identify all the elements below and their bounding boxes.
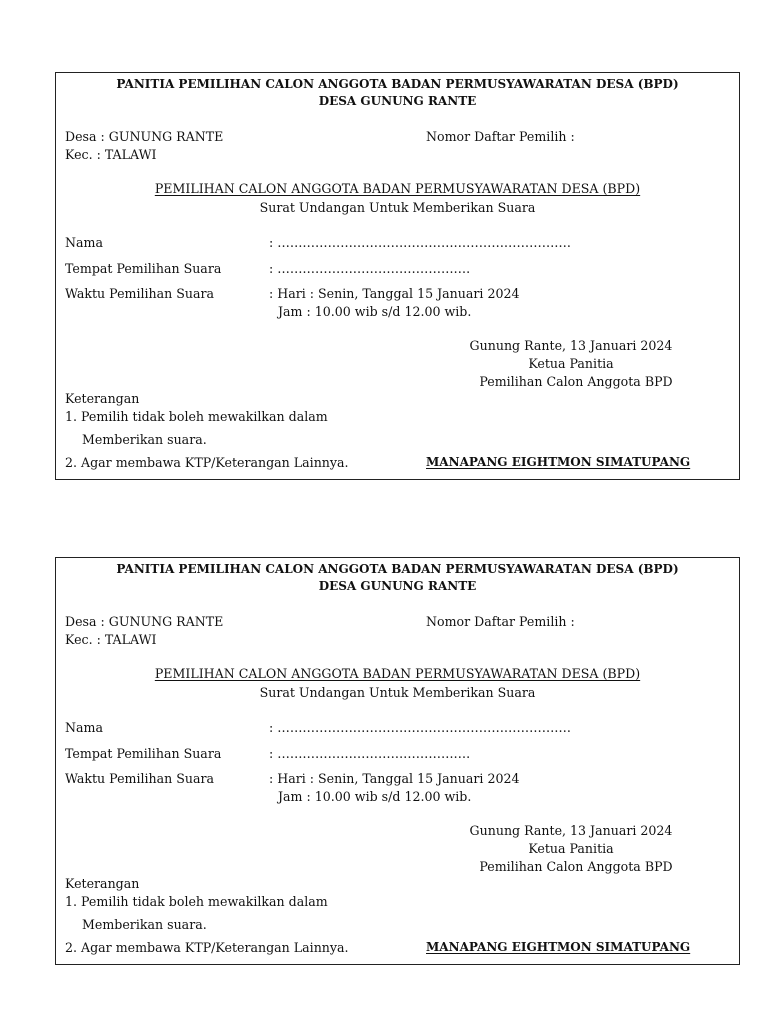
field-value-nama: : ……………………………………………………………. [269, 720, 571, 735]
desa-line: Desa : GUNUNG RANTE [65, 614, 224, 629]
header-village: DESA GUNUNG RANTE [318, 94, 477, 108]
election-title: PEMILIHAN CALON ANGGOTA BADAN PERMUSYAWARATAN DESA (BPD) [154, 181, 641, 196]
election-title: PEMILIHAN CALON ANGGOTA BADAN PERMUSYAWARATAN DESA (BPD) [154, 666, 641, 681]
field-value-tempat: : ………………………………………. [269, 261, 471, 276]
note-1: 1. Pemilih tidak boleh mewakilkan dalam [65, 894, 328, 909]
desa-line: Desa : GUNUNG RANTE [65, 129, 224, 144]
kec-line: Kec. : TALAWI [65, 147, 157, 162]
voter-number-label: Nomor Daftar Pemilih : [426, 129, 575, 144]
field-value-waktu-day: : Hari : Senin, Tanggal 15 Januari 2024 [269, 286, 520, 301]
field-label-tempat: Tempat Pemilihan Suara [65, 746, 222, 761]
kec-line: Kec. : TALAWI [65, 632, 157, 647]
place-date: Gunung Rante, 13 Januari 2024 [469, 823, 673, 838]
note-2: 2. Agar membawa KTP/Keterangan Lainnya. [65, 455, 349, 470]
invitation-card-2 [55, 557, 740, 965]
invitation-card-1 [55, 72, 740, 480]
field-label-waktu: Waktu Pemilihan Suara [65, 771, 215, 786]
note-1: 1. Pemilih tidak boleh mewakilkan dalam [65, 409, 328, 424]
invitation-subtitle: Surat Undangan Untuk Memberikan Suara [259, 685, 536, 700]
header-village: DESA GUNUNG RANTE [318, 579, 477, 593]
note-1-continued: Memberikan suara. [82, 432, 207, 447]
keterangan-title: Keterangan [65, 876, 140, 891]
field-value-nama: : ……………………………………………………………. [269, 235, 571, 250]
field-value-tempat: : ………………………………………. [269, 746, 471, 761]
note-1-continued: Memberikan suara. [82, 917, 207, 932]
header-committee: PANITIA PEMILIHAN CALON ANGGOTA BADAN PERMUSYAWARATAN DESA (BPD) [116, 77, 679, 91]
keterangan-title: Keterangan [65, 391, 140, 406]
signatory-name: MANAPANG EIGHTMON SIMATUPANG [426, 455, 691, 469]
signer-committee: Pemilihan Calon Anggota BPD [479, 859, 673, 874]
invitation-subtitle: Surat Undangan Untuk Memberikan Suara [259, 200, 536, 215]
signer-role: Ketua Panitia [528, 841, 614, 856]
place-date: Gunung Rante, 13 Januari 2024 [469, 338, 673, 353]
voter-number-label: Nomor Daftar Pemilih : [426, 614, 575, 629]
field-label-tempat: Tempat Pemilihan Suara [65, 261, 222, 276]
signatory-name: MANAPANG EIGHTMON SIMATUPANG [426, 940, 691, 954]
field-value-waktu-day: : Hari : Senin, Tanggal 15 Januari 2024 [269, 771, 520, 786]
field-value-waktu-time: Jam : 10.00 wib s/d 12.00 wib. [278, 789, 472, 804]
field-value-waktu-time: Jam : 10.00 wib s/d 12.00 wib. [278, 304, 472, 319]
field-label-nama: Nama [65, 235, 103, 250]
signer-committee: Pemilihan Calon Anggota BPD [479, 374, 673, 389]
header-committee: PANITIA PEMILIHAN CALON ANGGOTA BADAN PERMUSYAWARATAN DESA (BPD) [116, 562, 679, 576]
signer-role: Ketua Panitia [528, 356, 614, 371]
field-label-waktu: Waktu Pemilihan Suara [65, 286, 215, 301]
field-label-nama: Nama [65, 720, 103, 735]
note-2: 2. Agar membawa KTP/Keterangan Lainnya. [65, 940, 349, 955]
